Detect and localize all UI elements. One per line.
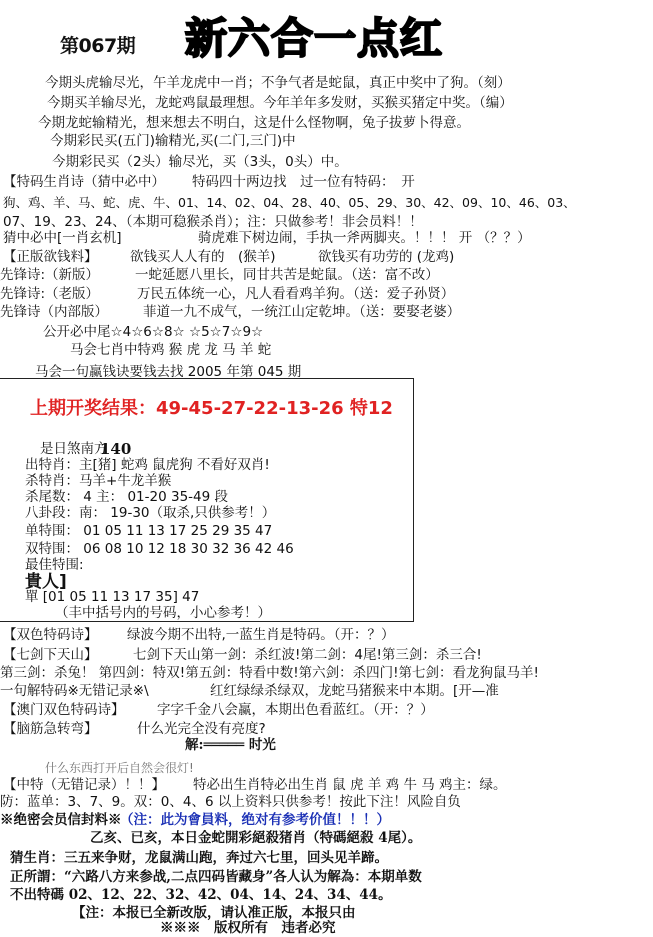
dual-text: 绿波今期不出特,一蓝生肖是特码。（开：？）	[127, 627, 395, 643]
sword-label: 【七剑下天山】	[3, 647, 98, 663]
intro-line: 今期买羊输尽光，龙蛇鸡鼠最理想。今年羊年多发财，买猴买猪定中奖。（编）	[47, 95, 513, 111]
brain-label: 【脑筋急转弯】	[3, 721, 98, 737]
sword-text: 七剑下天山第一剑：杀红波!第二剑：4尾!第三剑：杀三合!	[133, 647, 482, 663]
phrase-text: 红红绿绿杀绿双，龙蛇马猪猴来中本期。[开—准	[210, 683, 499, 699]
box-row: 杀特肖：马羊+牛龙羊猴	[25, 473, 172, 489]
overlay-number: 140	[100, 440, 132, 458]
poem-text: 特码四十两边找 过一位有特码： 开	[192, 174, 415, 190]
logo-title: 新六合一点红	[185, 14, 444, 63]
macau-text: 字字千金八会赢，本期出色看蓝红。（开：？）	[157, 702, 434, 718]
footer-line: 乙亥、已亥，本日金蛇開彩絕殺猪肖（特碼絕殺 4尾）。	[90, 830, 422, 846]
noble-label: 貴人]	[25, 572, 67, 592]
money-a: 欲钱买人人有的 (猴羊)	[130, 249, 276, 265]
pioneer-label: 先锋诗:（新版）	[0, 267, 100, 283]
box-row: 双特围： 06 08 10 12 18 30 32 36 42 46	[25, 541, 294, 557]
faint-line: 什么东西打开后自然会很灯!	[45, 761, 194, 775]
intro-line: 今期龙蛇输精光，想来想去不明白，这是什么怪物啊，兔子拔萝卜得意。	[38, 115, 470, 131]
intro-line: 今期彩民买(五门)输精光,买(二门,三门)中	[50, 133, 296, 149]
macau-label: 【澳门双色特码诗】	[3, 702, 125, 718]
footer-notice: 【注：本报已全新改版，请认准正版，本报只由	[72, 905, 356, 921]
zhongte-label: 【中特（无错记录）！！】	[3, 777, 165, 793]
sword-line: 第三剑：杀兔！ 第四剑：特双!第五剑：特看中数!第六剑：杀四门!第七剑：看龙狗鼠马羊!	[0, 665, 539, 681]
single-row: 單 [01 05 11 13 17 35] 47	[25, 589, 200, 605]
zhongte-text: 特必出生肖特必出生肖 鼠 虎 羊 鸡 牛 马 鸡主：绿。	[193, 777, 507, 793]
day-line: 是日煞南方	[40, 441, 108, 457]
footer-line: 正所謂：“六路八方来参战,二点四码皆藏身”各人认为解為：本期单数	[10, 869, 422, 885]
copyright: ※※※ 版权所有 违者必究	[160, 920, 336, 936]
footer-line: 不出特碼 02、12、22、32、42、04、14、24、34、44。	[10, 887, 392, 903]
secret-note: （注：此为會員料，绝对有参考价值！！！）	[120, 812, 390, 828]
box-row: 最佳特围:	[25, 557, 84, 573]
money-b: 欲钱买有功劳的 (龙鸡)	[318, 249, 455, 265]
pioneer-label: 先锋诗（内部版）	[0, 304, 108, 320]
poem-line: 狗、鸡、羊、马、蛇、虎、牛、01、14、02、04、28、40、05、29、30、42、09、10、46、03、	[3, 195, 576, 210]
issue-number: 第067期	[60, 35, 136, 57]
seven-zodiac-line: 马会七肖中特鸡 猴 虎 龙 马 羊 蛇	[70, 342, 272, 358]
money-label: 【正版欲钱料】	[3, 249, 98, 265]
pioneer-label: 先锋诗:（老版）	[0, 286, 100, 302]
pioneer-text: 万民五体统一心，凡人看看鸡羊狗。（送：爱子孙贤）	[137, 286, 455, 302]
box-row: 出特肖：主[猪] 蛇鸡 鼠虎狗 不看好双肖!	[25, 457, 270, 473]
box-row: 单特围： 01 05 11 13 17 25 29 35 47	[25, 523, 273, 539]
last-result: 上期开奖结果：49-45-27-22-13-26 特12	[30, 398, 393, 419]
guard-line: 防：蓝单：3、7、9。双：0、4、6 以上资料只供参考！按此下注！风险自负	[0, 794, 461, 810]
intro-line: 今期头虎输尽光，午羊龙虎中一肖；不争气者是蛇鼠，真正中奖中了狗。（刻）	[45, 75, 511, 91]
brain-answer: 解:═════ 时光	[185, 737, 276, 753]
pioneer-text: 一蛇延愿八里长，同甘共苦是蛇鼠。（送：富不改）	[135, 267, 439, 283]
poem-line: 07、19、23、24、（本期可稳猴杀肖）；注：只做参考！非会员料！！	[3, 214, 423, 230]
poem-label: 【特码生肖诗（猜中必中）	[3, 174, 165, 190]
riddle-label: 猜中必中[一肖玄机]	[3, 230, 122, 246]
box-row: 八卦段：南： 19-30（取杀,只供参考！）	[25, 505, 276, 521]
tails-line: 公开必中尾☆4☆6☆8☆ ☆5☆7☆9☆	[43, 324, 264, 340]
box-note: （丰中括号内的号码，小心参考！）	[55, 605, 271, 621]
footer-line: 猜生肖：三五来争财，龙鼠满山跑，奔过六七里，回头见羊蹄。	[10, 850, 388, 866]
intro-line: 今期彩民买（2头）输尽光，买（3头，0头）中。	[52, 154, 348, 170]
secret-label: ※绝密会员信封料※	[0, 812, 122, 828]
phrase-label: 一句解特码※无错记录※\	[0, 683, 149, 699]
pioneer-text: 菲道一九不成气，一统江山定乾坤。（送：要娶老婆）	[143, 304, 461, 320]
riddle-text: 骑虎难下树边闹，手执一斧两脚夹。！！！ 开 （？？）	[198, 230, 531, 246]
box-row: 杀尾数： 4 主： 01-20 35-49 段	[25, 489, 229, 505]
dual-label: 【双色特码诗】	[3, 627, 98, 643]
motto-line: 马会一句赢钱诀要钱去找 2005 年第 045 期	[35, 364, 302, 380]
brain-text: 什么光完全没有亮度?	[137, 721, 266, 737]
